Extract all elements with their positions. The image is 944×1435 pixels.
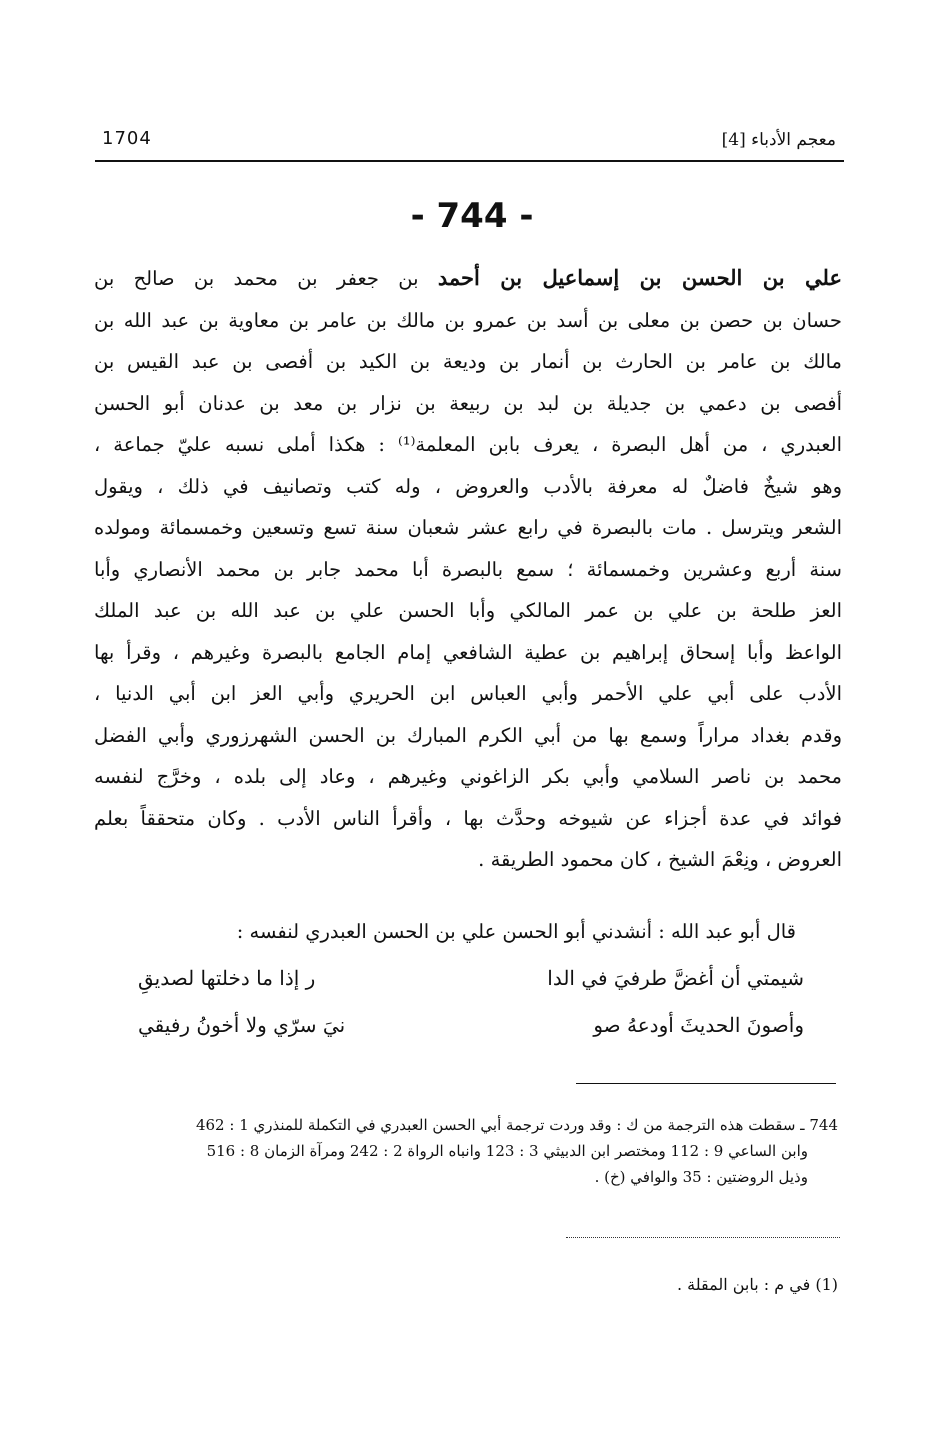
text-line: فوائد في عدة أجزاء عن شيوخه وحدَّث بها ، وأقرأ الناس الأدب . وكان متحققاً بعلم (94, 806, 842, 830)
text-line: أفصى بن دعمي بن جديلة بن لبد بن ربيعة بن نزار بن معد بن عدنان أبو الحسن (94, 391, 842, 415)
text-line: وهو شيخٌ فاضلٌ له معرفة بالأدب والعروض ، وله كتب وتصانيف في ذلك ، ويقول (94, 474, 842, 498)
footnotes (96, 1112, 838, 1190)
biography-text (94, 257, 842, 881)
subject-name: علي بن الحسن بن إسماعيل بن أحمد (437, 265, 843, 290)
text-line: وقدم بغداد مراراً وسمع بها من أبي الكرم المبارك بن الحسن الشهرزوري وأبي الفضل (94, 723, 842, 747)
text-line: العز طلحة بن علي بن عمر المالكي وأبا الحسن علي بن عبد الله بن عبد الملك (94, 599, 842, 622)
text-line: مالك بن عامر بن الحارث بن أنمار بن وديعة بن الكيد بن أفصى بن عبد القيس بن (94, 350, 842, 373)
footnote-dotted-rule (566, 1237, 840, 1238)
footnote-line: وابن الساعي 9 : 112 ومختصر ابن الدبيثي 3 : 123 وانباه الرواة 2 : 242 ومرآة الزمان 8 : 516 (206, 1142, 808, 1160)
text-line: سنة أربع وعشرين وخمسمائة ؛ سمع بالبصرة أبا محمد جابر بن محمد الأنصاري وأبا (94, 557, 842, 581)
verse-second-hemistich: ر إذا ما دخلتها لصديقِ (138, 966, 316, 990)
verse-first-hemistich: شيمتي أن أغضَّ طرفيَ في الدا (547, 966, 804, 990)
header-rule (95, 160, 844, 162)
running-header-title: معجم الأدباء [4] (721, 130, 836, 150)
quote-intro: قال أبو عبد الله : أنشدني أبو الحسن علي بن الحسن العبدري لنفسه : (236, 920, 796, 943)
entry-number: - 744 - (410, 196, 534, 236)
verse-line (110, 966, 844, 1006)
text-line: علي بن الحسن بن إسماعيل بن أحمد بن جعفر بن محمد بن صالح بن (94, 265, 843, 290)
footnote-line: وذيل الروضتين : 35 والوافي (خ) . (594, 1168, 808, 1186)
text-line: العبدري ، من أهل البصرة ، يعرف بابن المعلمة⁽¹⁾ : هكذا أملى نسبه عليّ جماعة ، (94, 433, 842, 456)
text-line: الأدب على أبي علي الأحمر وأبي العباس ابن الحريري وأبي العز ابن أبي الدنيا ، (94, 682, 842, 705)
text-line: محمد بن ناصر السلامي وأبي بكر الزاغوني وغيرهم ، وعاد إلى بلده ، وخرَّج لنفسه (94, 765, 842, 788)
verse-first-hemistich: وأصونَ الحديثَ أودعهُ صو (593, 1013, 804, 1037)
footnote-rule (576, 1083, 836, 1084)
footnote-line: 744 ـ سقطت هذه الترجمة من ك : وقد وردت ترجمة أبي الحسن العبدري في التكملة للمنذري 1 : 462 (195, 1116, 838, 1134)
footnote-1: (1) في م : بابن المقلة . (676, 1275, 838, 1294)
text-line: الشعر ويترسل . مات بالبصرة في رابع عشر شعبان سنة تسع وتسعين وخمسمائة ومولده (94, 516, 842, 539)
verse-second-hemistich: نيَ سرّي ولا أخونُ رفيقي (138, 1013, 346, 1037)
text-line: العروض ، ونِعْمَ الشيخ ، كان محمود الطريقة . (478, 848, 842, 871)
text-line: الواعظ وأبا إسحاق إبراهيم بن عطية الشافعي إمام الجامع بالبصرة وغيرهم ، وقرأ بها (94, 640, 842, 664)
text-line: حسان بن حصن بن معلى بن أسد بن عمرو بن مالك بن عامر بن معاوية بن عبد الله بن (94, 308, 842, 332)
verse-line (110, 1013, 844, 1053)
page-number: 1704 (102, 128, 152, 149)
